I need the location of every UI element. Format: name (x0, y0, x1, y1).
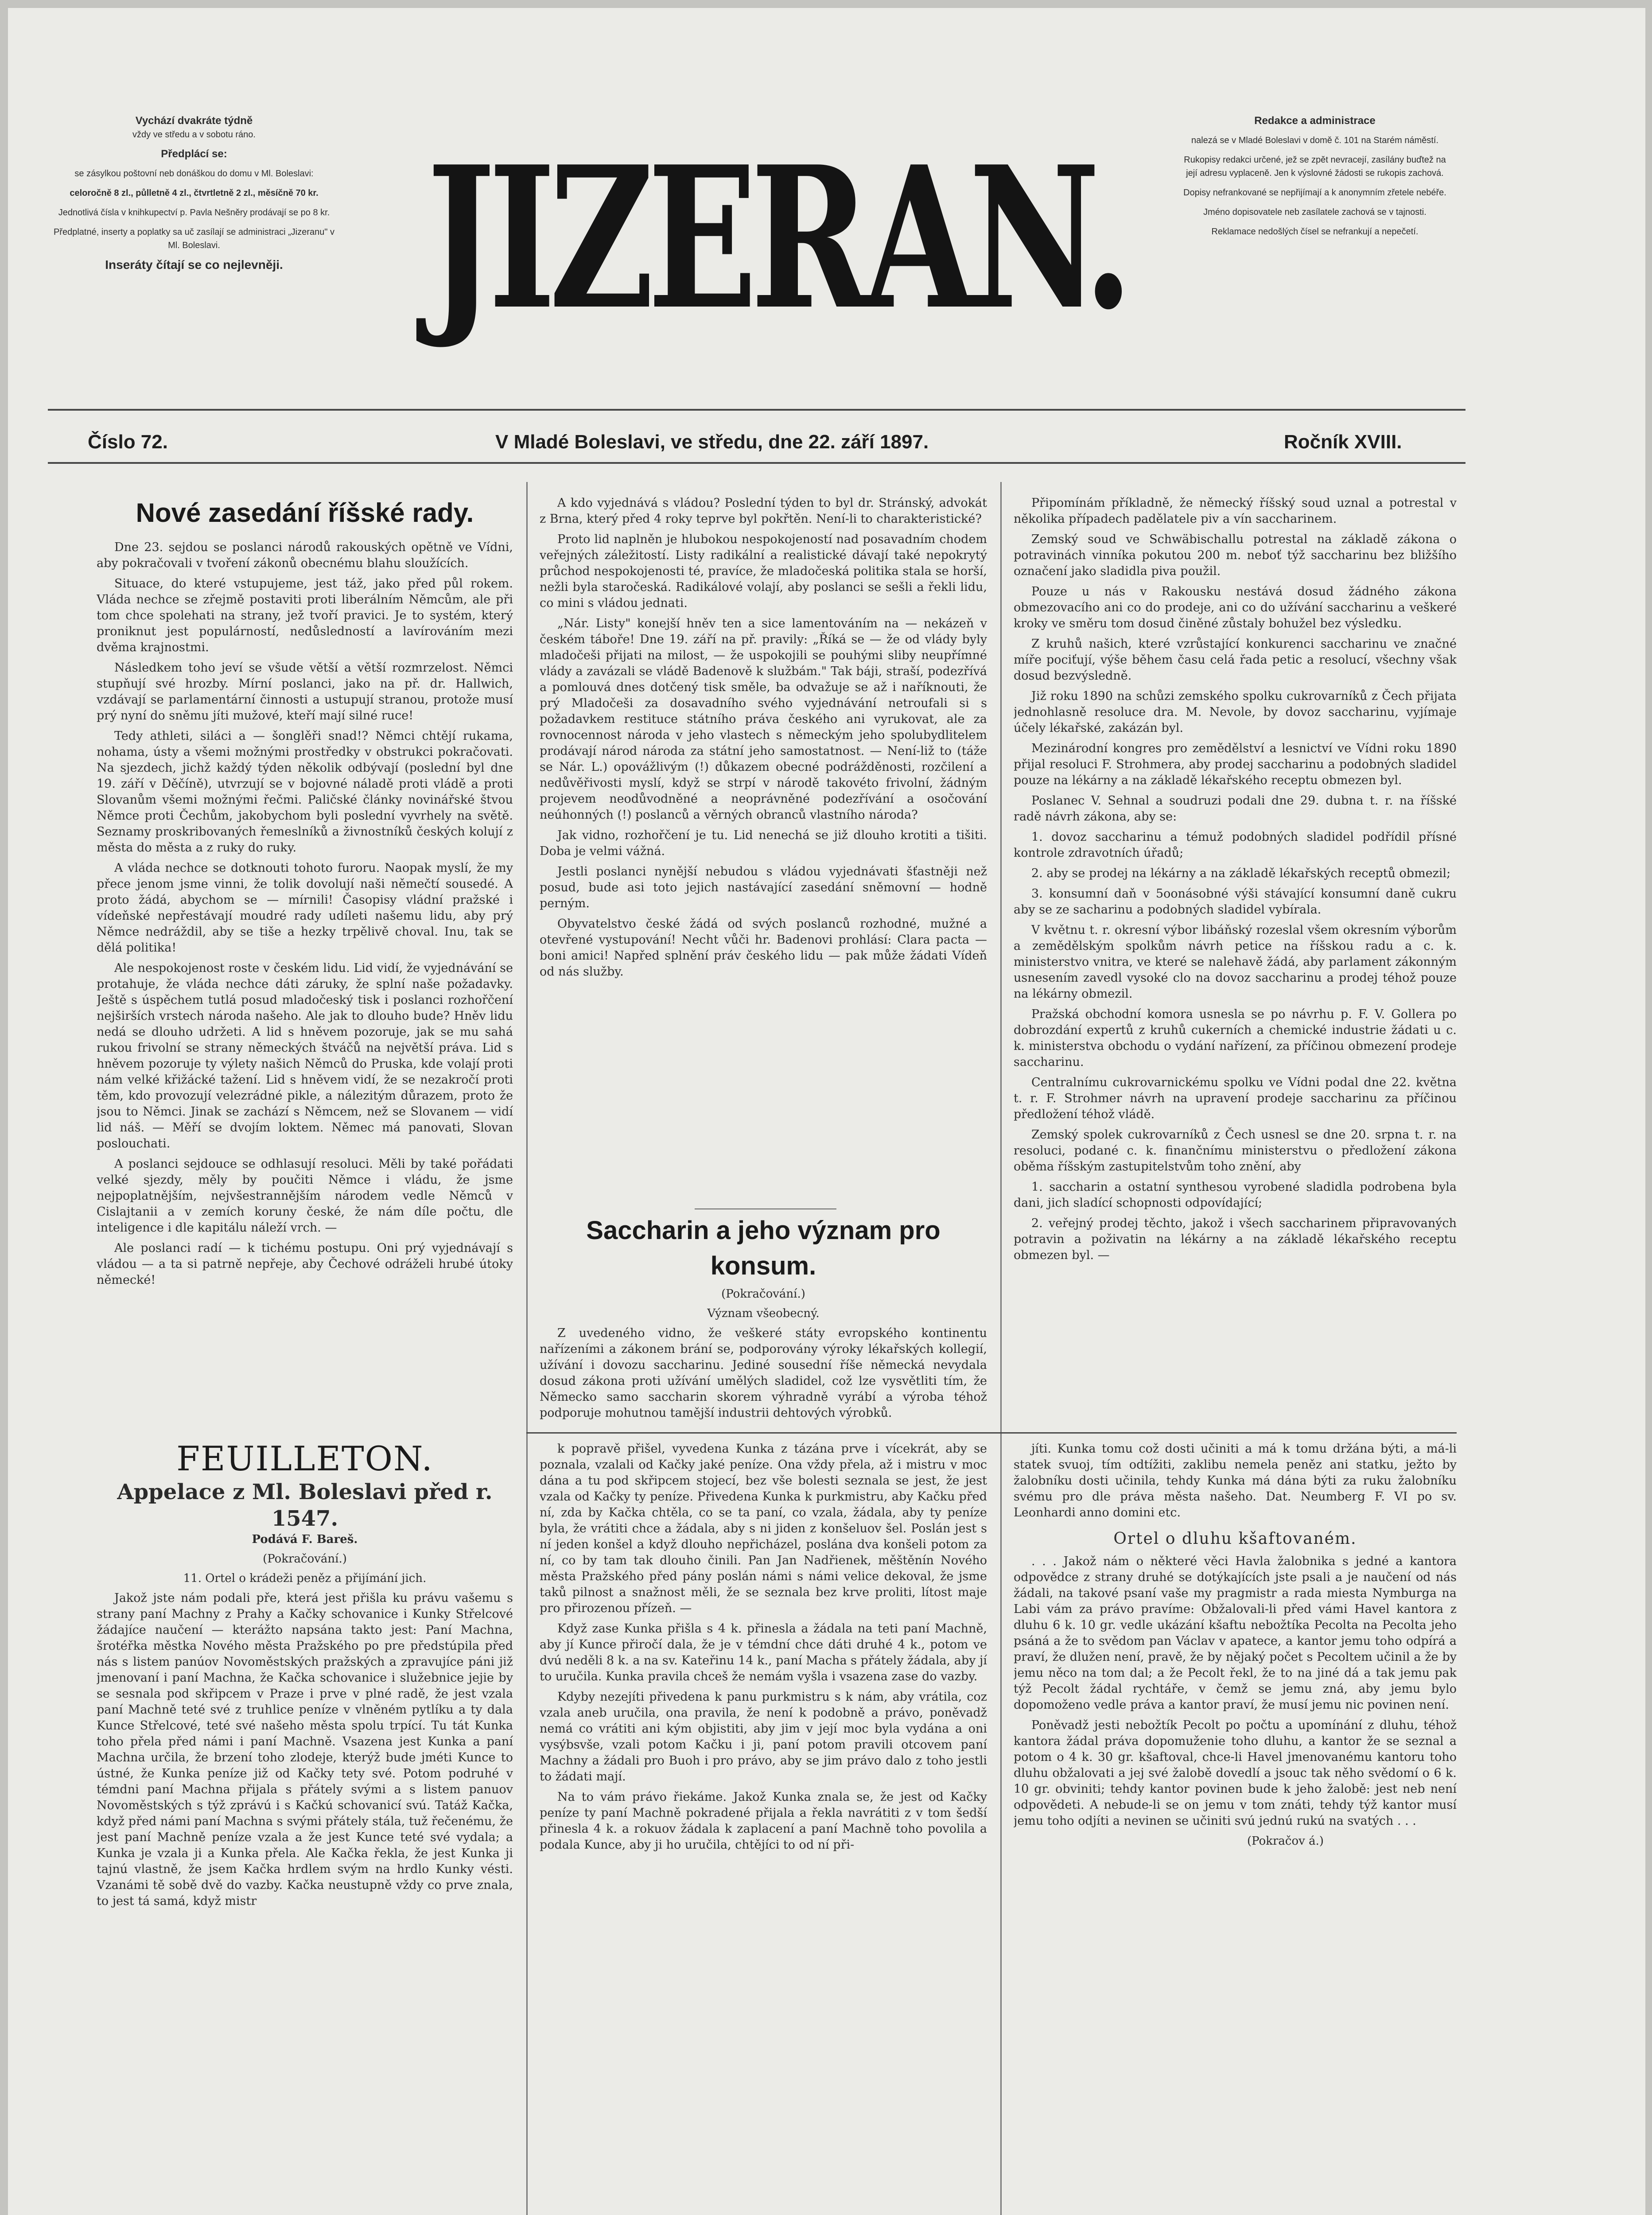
article-parliament-continued-column (540, 495, 987, 1191)
article-paragraph: Jak vidno, rozhořčení je tu. Lid nenechá se již dlouho krotiti a tišiti. Doba je velmi vážná. (540, 828, 987, 858)
editorial-address: nalezá se v Mladé Boleslavi v domě č. 101 na Starém náměstí. (1191, 136, 1439, 145)
article-paragraph: Následkem toho jeví se všude větší a větší rozmrzelost. Němci stupňují své hrozby. Mírní poslanci, jako na př. dr. Hallwich, vzdávají se parlamentární činnosti a ustupují stranou, protože musí prý nyní do sněmu jíti mužové, kteří mají silné ruce! (97, 661, 513, 723)
manuscripts-note: Rukopisy redakci určené, jež se zpět nevracejí, zasílány buďtež na její adresu vyplaceně. Jen k výslovné žádosti se rukopis zachová. (1184, 155, 1446, 178)
feuilleton-paragraph: Jakož jste nám podali pře, která jest přišla ku právu vašemu s strany paní Machny z Prahy a Kačky schovanice i Kunky Střelcové žádajíce naučení — kterážto napsána takto jest: Paní Machna, šrotéřka městka Nového města Pražského po pre předstúpila před nás s listem panúov Novoměstských pražských a zpravujíce páni již jmenovaní i paní Machna, že Kačka schovanice i služebnice jejie by se sesnala pod skřipcem v Praze i prve v plné radě, že jest vzala paní Machně teté své z truhlice peníze v vlněném pytlíku a ty dala Kunce Střelcové, teté své našeho města spolu trpící. Tu tát Kunka toho přela před námi i paní Machně. Vsazena jest Kunka a paní Machna určila, že brzení toho zlodeje, kterýž bude jméti Kunce to ústné, že Kunka peníze již od Kačky tety své. Potom podruhé v témdni paní Machna přijala s přátely svými a s listem panuov Novoměstských s týž zprávú i s Kačkú schovanicí svú. Tatáž Kačka, když před námi paní Machna s svými přátely stála, tuž řečenému, že jest paní Machně peníze vzala a že jest Kunce teté své vydala; a Kunka je vzala ji a Kunka přela. Ale Kačka řekla, že jest Kunka ji tajnú vlastně, že jsem Kačka hrdlem svým na hrdlo Kunky vésti. Vzanámi tě sobě dvě do vazby. Kačka neustupně vždy co prve znala, to jest tá samá, když mistr (97, 1591, 513, 1908)
feuilleton-end-column (1014, 1441, 1457, 2215)
article-paragraph: Situace, do které vstupujeme, jest táž, jako před půl rokem. Vláda nechce se zřejmě postaviti proti liberálním Němcům, ale při tom chce spolehati na strany, jež tvoří pravici. Je to systém, který proniknut jest populárností, nedůsledností a lavírováním mezi dvěma krajnostmi. (97, 577, 513, 654)
header-rule (48, 409, 1465, 411)
dateline-rule (48, 462, 1465, 464)
complaints-note: Reklamace nedošlých čísel se nefrankují a nepečetí. (1211, 227, 1419, 237)
issue-number: Číslo 72. (88, 431, 168, 453)
feuilleton-author: Podává F. Bareš. (252, 1533, 358, 1546)
article-paragraph: Ale poslanci radí — k tichému postupu. Oni prý vyjednávají s vládou — a ta si patrně nepřeje, aby Čechové odráželi hrubé útoky německé! (97, 1241, 513, 1287)
ortel-paragraph: Poněvadž jesti nebožtík Pecolt po počtu a upomínání z dluhu, téhož kantora žádal práva dopomuženie toho dluhu, a kantor že se seznal a potom o 4 k. 30 gr. kšaftoval, chce-li Havel jmenovanému kantoru toho dluhu obžalovati a jej své žalobě dovedlí a jsouc tak něho svědomí o 6 k. 10 gr. obviniti; tehdy kantor povinen bude k jeho žalobě: jest neb není odpovědeti. A nebude-li se on jemu v tom znáti, tehdy týž kantor musí jemu toho odjíti a nevinen se učiniti svú jednú rukú na svatých . . . (1014, 1718, 1457, 1828)
article-paragraph: Dne 23. sejdou se poslanci národů rakouských opětně ve Vídni, aby pokračovali v tvoření zákonů obecnému blahu sloužících. (97, 540, 513, 570)
article-paragraph: Centralnímu cukrovarnickému spolku ve Vídni podal dne 22. května t. r. F. Strohmer návrh na upravení prodeje saccharinu za příčinou předložení téhož vládě. (1014, 1076, 1457, 1121)
article-paragraph: Jestli poslanci nynější nebudou s vládou vyjednávati šťastněji než posud, bude asi toto jejich nastávající zasedání sněmovní — hodně perným. (540, 865, 987, 910)
ads-note: Inseráty čítají se co nejlevněji. (105, 258, 283, 272)
volume-number: Ročník XVIII. (1284, 431, 1402, 453)
article-paragraph: 2. veřejný prodej těchto, jakož i všech saccharinem připravovaných potravin a poživatin na lékárny a na základě lékařského receptu obmezen byl. — (1014, 1216, 1457, 1262)
column-divider-2 (1000, 482, 1002, 2215)
article-paragraph: Poslanec V. Sehnal a soudruzi podali dne 29. dubna t. r. na říšské radě návrh zákona, aby se: (1014, 794, 1457, 824)
feuilleton-continued: (Pokračování.) (263, 1552, 347, 1566)
masthead-title: JIZERAN. (427, 124, 1127, 353)
article-parliament-title: Nové zasedání říšské rady. (136, 498, 474, 528)
column-divider-1 (526, 482, 528, 2215)
article-paragraph: Zemský soud ve Schwäbischallu potrestal na základě zákona o potravinách vinníka pokutou 200 m. neboť týž saccharinu bez bližšího označení jako sladidla piva použil. (1014, 532, 1457, 578)
editorial-info-box (1178, 114, 1452, 245)
article-paragraph: Z uvedeného vidno, že veškeré státy evropského kontinentu nařízeními a zákonem brání se, podporovány výroky lékařských kollegií, užívání i dovozu saccharinu. Jediné sousední říše německá nevydala dosud zákona proti užívání umělých sladidel, což lze vysvětliti tím, že Německo samo saccharin skorem výhradně vyrábí a výroba téhož podporuje mohutnou tamější industrii dehtových výrobků. (540, 1326, 987, 1420)
article-paragraph: A poslanci sejdouce se odhlasují resoluci. Měli by také pořádati velké sjezdy, měly by poučiti Němce i vládu, že jsme nejpoplatnějším, nejvšestrannějším národem vedle Němců v Cislajtanii a v zemích koruny české, že nám díle počtu, dle inteligence i dle kapitálu náleží vrch. — (97, 1157, 513, 1235)
letters-note: Dopisy nefrankované se nepřijímají a k anonymním zřetele nebéře. (1183, 188, 1446, 198)
anonymity-note: Jméno dopisovatele neb zasílatele zachová se v tajnosti. (1203, 207, 1427, 217)
article-paragraph: Pražská obchodní komora usnesla se po návrhu p. F. V. Gollera po dobrozdání expertů z kruhů cukerních a chemické industrie žádati u c. k. ministerstva obchodu o vydání nařízení, za příčinou obmezení prodeje saccharinu. (1014, 1007, 1457, 1069)
article-paragraph: „Nár. Listy" konejší hněv ten a sice lamentováním na — nekázeň v českém táboře! Dne 19. září na př. pravily: „Říká se — že od vlády byly mladočeši přijati na milost, — že uspokojili se pouhými sliby neupřímné vlády a zavázali se vládě Badenově k službám." Tak báji, straší, podezřívá a pomlouvá dnes dotčený tisk směle, ba odvažuje se až i naříknouti, že prý Mladočeši za dosavadního svého vyjednávání netroufali si s požadavkem restituce státního práva českého ani vyrukovat, ale za rovnocennost národa v jeho vlastech s německým jeho spolubydlitelem prodávají národ národa za státní jeho samostatnost. — Není-liž to (táže se Nár. L.) opovážlivým (!) důkazem obecné podrážděnosti, rozčilení a nedůvěřivosti myslí, když se strpí v národě takovéto frivolní, žádným projevem neodůvodněné a neoprávněné podezřívání a osočování neúhonných (!) poslanců a věrných obranců vlastního národa? (540, 617, 987, 822)
saccharin-title: Saccharin a jeho význam pro konsum. (586, 1216, 941, 1280)
article-paragraph: Zemský spolek cukrovarníků z Čech usnesl se dne 20. srpna t. r. na resoluci, podané c. k. finančnímu ministerstvu o předložení zákona oběma říšským zastupitelstvům toho znění, aby (1014, 1128, 1457, 1174)
article-paragraph: Obyvatelstvo české žádá od svých poslanců rozhodné, mužné a otevřené vystupování! Necht vůči hr. Badenovi prohlásí: Clara pacta — boni amici! Napřed splnění práv českého lidu — pak může žádati Vídeň od nás služby. (540, 917, 987, 979)
feuilleton-paragraph: k popravě přišel, vyvedena Kunka z tázána prve i vícekrát, aby se poznala, vzalali od Kačky jaké peníze. Ona vždy přela, až i mistru v moc dána a tu pod skřipcem stojecí, bez vše bolesti seznala se jest, že jest vzala od Kačky ty peníze. Přivedena Kunka k purkmistru, aby Kačku před ní, zda by Kačka chtěla, co se ta paní, co vzala, žádala, aby ty peníze byla, že vrátiti chce a žádala, aby s ni jiden z konšeluov šel. Poslán jest s ní jeden konšel a když dlouho nepřicházel, poslána dva konšeli potom za ní, co by tam tak dlouho činili. Pan Jan Nadřienek, měštěnín Nového města Pražského před pány poslán námi s námi velice dekoval, že jsme taků pilnost a snažnost měli, že se seznala bez krve proliti, lítost maje pro přirozenou přízeň. — (540, 1442, 987, 1615)
publication-days: vždy ve středu a v sobotu ráno. (132, 130, 256, 140)
article-paragraph: 3. konsumní daň v 5oonásobné výši stávající konsumní daně cukru aby se ze sacharinu a podobných sladidel vybírala. (1014, 887, 1457, 917)
feuilleton-title: Appelace z Ml. Boleslavi před r. 1547. (117, 1480, 493, 1531)
article-paragraph: Z kruhů našich, které vzrůstající konkurenci saccharinu ve značné míře pociťují, výše během času celá řada petic a resolucí, všechny však dosud bezvýsledně. (1014, 637, 1457, 683)
payment-address: Předplatné, inserty a poplatky sa uč zasílají se administraci „Jizeranu" v Ml. Boleslavi. (53, 227, 335, 250)
feuilleton-rule (526, 1432, 1457, 1434)
article-paragraph: Pouze u nás v Rakousku nestává dosud žádného zákona obmezovacího ani co do prodeje, ani co do užívání saccharinu a veškeré kroky ve směru tom dosud činěné zůstaly bohužel bez výsledku. (1014, 585, 1457, 630)
feuilleton-column (97, 1439, 513, 2215)
subscription-info-box (48, 114, 340, 278)
ortel-continued: (Pokračov á.) (1247, 1834, 1324, 1848)
article-paragraph: Proto lid naplněn je hlubokou nespokojeností nad posavadním chodem veřejných záležitostí. Listy radikální a realistické dávají také nepokrytý průchod nespokojenosti té, pravíce, že mladočeská politika stala se horší, nežli byla staročeská. Radikálové volají, aby poslanci se sešli a řekli lidu, co mini s vládou jednati. (540, 532, 987, 610)
saccharin-subtitle: Význam všeobecný. (707, 1307, 820, 1320)
feuilleton-paragraph: Kdyby nezejíti přivedena k panu purkmistru s k nám, aby vrátila, coz vzala aneb uručila, ona pravila, že není k podobně a právo, poněvadž nemá co vrátiti ani kým objistiti, aby jim v její moc byla vydána a oni vysýbsvše, vzali potom Kačku i ji, paní potom pravili otcovem paní Machny a žádali pro Buoh i pro právo, aby se jim právo dalo z toho jestli to žádati mají. (540, 1690, 987, 1784)
article-paragraph: 2. aby se prodej na lékárny a na základě lékařských receptů obmezil; (1031, 867, 1451, 880)
editorial-heading: Redakce a administrace (1254, 115, 1376, 127)
feuilleton-paragraph: Když zase Kunka přišla s 4 k. přinesla a žádala na teti paní Machně, aby jí Kunce přiročí dala, že je v témdní chce dáti druhé 4 k., potom ve dvú neděli 8 k. a na sv. Kateřinu 14 k., paní Macha s přátely žádala, aby jí to uručila. Kunka pravila chceš že nemám vyšla i vsazena zase do vazby. (540, 1622, 987, 1683)
article-paragraph: Tedy athleti, siláci a — šonglěři snad!? Němci chtějí rukama, nohama, ústy a všemi možnými prostředky v obstrukci pokračovati. Na sjezdech, jichž každý týden několik odbývají (poslední byl dne 19. září v Děčíně), utvrzují se v bojovné náladě proti vládě a proti Slovanům všemi možnými řečmi. Paličské články novinářské štvou Němce proti Čechům, jakobychom byli poslední vyvrhely na světě. Seznamy proskribovaných řemeslníků a živnostníků českých kolují z města do města a z ruky do ruky. (97, 729, 513, 855)
article-paragraph: Ale nespokojenost roste v českém lidu. Lid vidí, že vyjednávání se protahuje, že vláda nechce dáti záruky, že splní naše požadavky. Ještě s úspěchem tutlá posud mladočeský tisk i poslanci rozhořčení nejširších vrstech národa našeho. Ale jak to dlouho bude? Hněv lidu nedá se dlouho udržeti. A lid s hněvem pozoruje, jak se mu sahá rukou frivolní se strany německých štváčů na největší práva. Lid s hněvem pozoruje ty výlety našich Němců do Pruska, kde volají proti nám velké křižácké tažení. Lid s hněvem vidí, že se nezakročí proti těm, kdo provozují velezrádné pikle, a nálezitým důrazem, proto že jsou to Němci. Jinak se zachází s Němcem, než se Slovanem — vidí lid náš. — Měří se dvojím loktem. Němec má panovati, Slovan poslouchati. (97, 961, 513, 1150)
saccharin-continued: (Pokračování.) (721, 1287, 805, 1301)
article-paragraph: A vláda nechce se dotknouti tohoto furoru. Naopak myslí, že my přece jenom jsme vinni, že tolik dovolují naši němečtí sousedé. A proto žádá, abychom se — mírnili! Časopisy vládní pražské i vídeňské nepřestávají moudré rady udíleti našemu lidu, aby prý Němce nedráždil, aby se tiše a hezky trpělivě choval. Inu, tak se dělá politika! (97, 861, 513, 955)
article-paragraph: Mezinárodní kongres pro zemědělství a lesnictví ve Vídni roku 1890 přijal resoluci F. Strohmera, aby prodej saccharinu a podobných sladidel pouze na lékárny a na základě lékařského receptu obmezen byl. (1014, 742, 1457, 787)
saccharin-continued-column (1014, 495, 1457, 1426)
ortel-title: Ortel o dluhu kšaftovaném. (1113, 1530, 1357, 1548)
single-copy-price: Jednotlivá čísla v knihkupectví p. Pavla Nešněry prodávají se po 8 kr. (58, 208, 330, 218)
saccharin-article-column (540, 1213, 987, 1426)
article-paragraph: Připomínám příkladně, že německý říšský soud uznal a potrestal v několika případech padělatele piv a vín saccharinem. (1014, 496, 1457, 526)
article-paragraph: V květnu t. r. okresní výbor libáňský rozeslal všem okresním výborům a zemědělským spolkům návrh petice na říšskou radu a c. k. ministerstvo vnitra, ve které se nalehavě žádá, aby parlament zákonným usnesením zavedl vysoké clo na dovoz saccharinu a prodej téhož pouze na lékárny obmezil. (1014, 923, 1457, 1001)
subscription-prices: celoročně 8 zl., půlletně 4 zl., čtvrtletně 2 zl., měsíčně 70 kr. (70, 188, 319, 198)
ortel-paragraph: . . . Jakož nám o některé věci Havla žalobnika s jedné a kantora odpovědce z strany druhé se dotýkajících jste psali a je naučení od nás žádali, na takové psaní vaše my pragmistr a rada miesta Nymburga na Labi vám za právo pravíme: Obžalovali-li před vámi Havel kantora z dluhu 6 k. 10 gr. vedle ukázání kšaftu nebožtíka Pecolta na Pecolta jeho psáná a že to svědom pan Václav v apatece, a kantor jemu toho odpírá a praví, že dlužen není, pravě, že by nějaký počet s Pecoltem učinil a že by jemu něco na tom dal; a že Pecolt řekl, že to na jiné dá a tak jemu pak týž Pecolt žádal rychtáře, v čemž se jemu zná, aby jemu bylo dopomoženo vedle práva a kantor praví, že musí jemu nic povinen není. (1014, 1554, 1457, 1712)
article-paragraph: A kdo vyjednává s vládou? Poslední týden to byl dr. Stránský, advokát z Brna, který před 4 roky teprve byl pokřtěn. Není-li to charakteristické? (540, 496, 987, 526)
feuilleton-section: 11. Ortel o krádeži peněz a přijímání jich. (183, 1572, 427, 1585)
article-paragraph: 1. saccharin a ostatní synthesou vyrobené sladidla podrobena byla dani, jich sladící schopnosti odpovídající; (1014, 1180, 1457, 1210)
subscription-heading: Předplácí se: (161, 148, 227, 160)
article-paragraph: Již roku 1890 na schůzi zemského spolku cukrovarníků z Čech přijata jednohlasně resoluce dra. M. Nevole, by dovoz saccharinu, vyjímaje účely lékařské, zakázán byl. (1014, 689, 1457, 735)
article-parliament-column (97, 495, 513, 1426)
publication-frequency: Vychází dvakráte týdně (135, 115, 253, 127)
newspaper-page (8, 8, 1645, 2215)
subscription-delivery: se zásylkou poštovní neb donáškou do domu v Ml. Boleslavi: (74, 169, 314, 179)
feuilleton-label: FEUILLETON. (176, 1439, 433, 1478)
feuilleton-paragraph: Na to vám právo řiekáme. Jakož Kunka znala se, že jest od Kačky peníze ty paní Machně pokradené přijala a řekla navrátiti z v tom šedší přinesla 4 k. a rokuov žádala k zaplacení a paní Machně toho povolila a podala Kunce, aby ji ho uručila, chtějíci to od ní při- (540, 1790, 987, 1852)
article-paragraph: 1. dovoz saccharinu a témuž podobných sladidel podřídil přísné kontrole zdravotních úřadů; (1014, 830, 1457, 860)
issue-place-date: V Mladé Boleslavi, ve středu, dne 22. září 1897. (495, 431, 929, 453)
feuilleton-continued-column (540, 1441, 987, 2215)
feuilleton-paragraph: jíti. Kunka tomu což dosti učiniti a má k tomu držána býti, a má-li statek svuoj, tím odtížiti, zaklibu nemela peněz ani statku, ježto by žalobníku dosti učinila, tehdy Kunka má dána býti za ruku žalobníku svému pro dle práva města našeho. Dat. Neumberg F. VI po sv. Leonhardi anno domini etc. (1014, 1442, 1457, 1519)
